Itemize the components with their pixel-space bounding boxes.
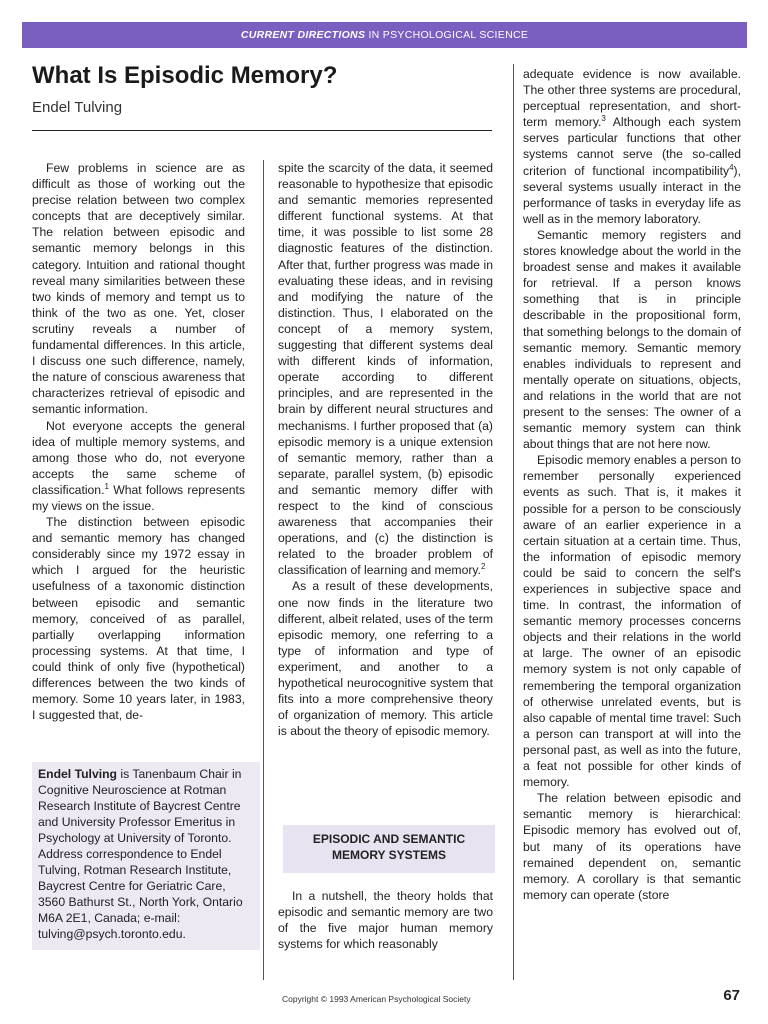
col1-paragraph-3: The distinction between episodic and semantic memory has changed considerably since my 1972 essay in which I argued for the heuristic usefulness of a taxonomic distinction between episodic and semantic memory, conceived of as parallel, partially overlapping information processing systems. At that time, I could think of only five (hypothetical) differences between the two kinds of memory. Some 10 years later, in 1983, I suggested that, de- xyxy=(32,515,245,723)
col3-paragraph-1: adequate evidence is now available. The other three systems are procedural, perceptual representation, and short-term memory.$^3$ Although each system serves particular functions that other systems cannot serve (the so-called criterion of functional incompatibility$^4$), several systems usually interact in the performance of tasks in everyday life as well as in the memory laboratory. xyxy=(523,67,741,226)
col1-paragraph-2: Not everyone accepts the general idea of multiple memory systems, and among those who do, not everyone accepts the same scheme of classification.$^1$ What follows represents my views on the issue. xyxy=(32,418,245,513)
journal-banner xyxy=(22,22,747,48)
banner-journal-name: IN PSYCHOLOGICAL SCIENCE xyxy=(365,29,529,41)
col2-paragraph-1: spite the scarcity of the data, it seemed reasonable to hypothesize that episodic and semantic memories represented different functional systems. At that time, it was possible to list some 28 diagnostic features of the distinction. After that, further progress was made in evaluating these ideas, and in revising and modifying the nature of the distinction. Thus, I elaborated on the concept of a memory system, suggesting that different systems deal with different kinds of information, operate according to different principles, and are represented in the brain by different neural structures and mechanisms. I further proposed that (a) episodic memory is a unique extension of semantic memory, rather than a separate, parallel system, (b) episodic and semantic memory differ with respect to the kind of conscious awareness that accompanies their operations, and (c) the distinction is related to the broader problem of classification of learning and memory.$^2$ xyxy=(278,161,493,578)
col3-paragraph-2: Semantic memory registers and stores knowledge about the world in the broadest sense and makes it available for retrieval. If a person knows something that is in principle describable in the propositional form, that something belongs to the domain of semantic memory. Semantic memory enables individuals to represent and mentally operate on situations, objects, and relations in the world that are not present to the senses: The owner of a semantic memory system can think about things that are not here now. xyxy=(523,227,741,452)
col1-paragraph-1: Few problems in science are as difficult as those of working out the precise relation between two complex concepts that are deceptively similar. The relation between episodic and semantic memory belongs in this category. Intuition and rational thought reveal many similarities between these two kinds of memory and tempt us to think of the two as one. Yet, closer scrutiny reveals a number of fundamental differences. In this article, I discuss one such difference, namely, the nature of conscious awareness that characterizes retrieval of episodic and semantic information. xyxy=(32,161,245,417)
col3-paragraph-3: Episodic memory enables a person to remember personally experienced events as such. That is, it makes it possible for a person to be consciously aware of an earlier experience in a certain situation at a certain time. Thus, the information of episodic memory could be said to concern the self's experiences in subjective space and time. In contrast, the information of semantic memory processes concerns objects and their relations in the world at large. The owner of an episodic memory system is not only capable of remembering the temporal organization of otherwise unrelated events, but is also capable of mental time travel: Such a person can transport at will into the personal past, as well as into the future, a feat not possible for other kinds of memory. xyxy=(523,453,741,790)
column-2-continued xyxy=(278,888,493,952)
section-heading-line-2: MEMORY SYSTEMS xyxy=(331,848,447,862)
article-author: Endel Tulving xyxy=(32,99,123,116)
title-rule xyxy=(32,130,492,131)
column-1 xyxy=(32,160,245,723)
column-2 xyxy=(278,160,493,739)
column-divider-1 xyxy=(263,160,264,980)
page-number: 67 xyxy=(723,987,740,1004)
column-3 xyxy=(523,66,741,903)
section-heading-box xyxy=(283,825,495,873)
author-bio-box xyxy=(32,762,260,950)
article-title: What Is Episodic Memory? xyxy=(32,62,338,89)
col2-paragraph-3: In a nutshell, the theory holds that episodic and semantic memory are two of the five major human memory systems for which reasonably xyxy=(278,889,493,952)
section-heading-line-1: EPISODIC AND SEMANTIC xyxy=(312,832,466,846)
copyright-footer: Copyright © 1993 American Psychological Society xyxy=(282,994,471,1004)
bio-text: is Tanenbaum Chair in Cognitive Neuroscience at Rotman Research Institute of Baycrest Centre and University Professor Emeritus in Psychology at University of Toronto. Address correspondence to Endel Tulving, Rotman Research Institute, Baycrest Centre for Geriatric Care, 3560 Bathurst St., North York, Ontario M6A 2E1, Canada; e-mail: tulving@psych.toronto.edu. xyxy=(38,767,243,941)
banner-section-name: CURRENT DIRECTIONS xyxy=(240,29,366,41)
col3-paragraph-4: The relation between episodic and semantic memory is hierarchical: Episodic memory has evolved out of, but many of its operations have remained dependent on, semantic memory. A corollary is that semantic memory can operate (store xyxy=(523,791,741,902)
column-divider-2 xyxy=(513,64,514,980)
col2-paragraph-2: As a result of these developments, one now finds in the literature two different, albeit related, uses of the term episodic memory, one referring to a type of information and type of experiment, and another to a hypothetical neurocognitive system that fits into a more comprehensive theory of organization of memory. This article is about the theory of episodic memory. xyxy=(278,579,493,739)
bio-author-name: Endel Tulving xyxy=(38,767,117,781)
